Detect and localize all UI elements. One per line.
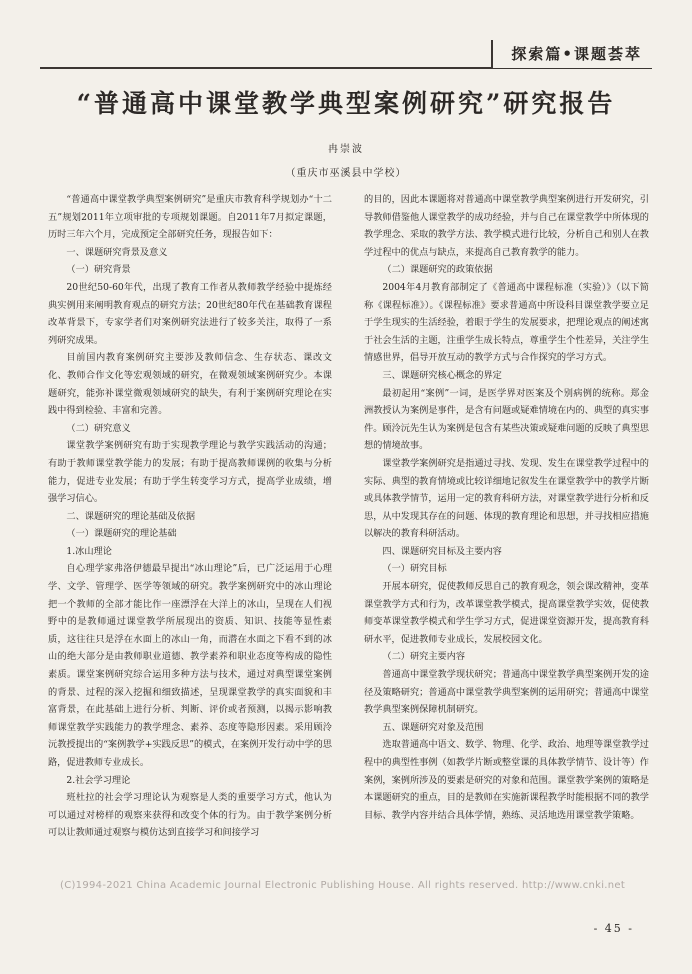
- body-paragraph: 20世纪50-60年代，出现了教育工作者从教师教学经验中提炼经典实例用来阐明教育观点的研究方法；20世纪80年代在基础教育课程改革背景下，专家学者们对案例研究法进行了较多关注，取得了一系列研究成果。: [48, 281, 332, 346]
- article-title: “普通高中课堂教学典型案例研究”研究报告: [76, 89, 616, 118]
- body-paragraph: 课堂教学案例研究有助于实现教学理论与教学实践活动的沟通；有助于教师课堂教学能力的发展；有助于提高教师课例的收集与分析能力，促进专业发展；有助于学生转变学习方式，提高学业成绩，增强学习信心。: [48, 440, 332, 505]
- body-paragraph: 自心理学家弗洛伊德最早提出“冰山理论”后，已广泛运用于心理学、文学、管理学、医学等领域的研究。教学案例研究中的冰山理论把一个教师的全部才能比作一座漂浮在大洋上的冰山，呈现在人们视野中的是教师通过课堂教学所展现出的资质、知识、技能等显性素质，这往往只是浮在水面上的冰山一角，而潜在水面之下看不到的冰山的绝大部分是由教师职业道德、教学素养和职业态度等构成的隐性素质。课堂案例研究综合运用多种方法与技术，通过对典型课堂案例的背景、过程的深入挖掘和细致描述，呈现课堂教学的真实面貌和丰富背景，在此基础上进行分析、判断、评价或者预测，以揭示影响教师课堂教学实践能力的教学理念、素养、态度等隐形因素。采用顾泠沅教授提出的“案例教学+实践反思”的模式，在案例开发行动中学的思路，促进教师专业成长。: [48, 563, 332, 768]
- section-heading: 四、课题研究目标及主要内容: [382, 545, 502, 557]
- section-heading: 三、课题研究核心概念的界定: [382, 369, 502, 381]
- section-heading: （二）研究主要内容: [382, 651, 466, 663]
- section-heading: （二）课题研究的政策依据: [382, 264, 493, 276]
- section-heading: 1.冰山理论: [66, 545, 112, 557]
- body-paragraph: 开展本研究，促使教师反思自己的教育观念，领会课改精神，变革课堂教学方式和行为，改革课堂教学模式，提高课堂教学实效，促使教师变革课堂教学模式和学生学习方式，促进课堂资源开发，提高教育科研水平，促进教师专业成长，发展校园文化。: [364, 581, 649, 645]
- section-label: 探索篇•课题荟萃: [491, 40, 654, 68]
- body-paragraph: 最初起用“案例”一词，是医学界对医案及个别病例的统称。郑金洲教授认为案例是事件，是含有问题或疑难情境在内的、典型的真实事件。顾泠沅先生认为案例是包含有某些决策或疑难问题的反映了典型思想的情境故事。: [364, 387, 649, 452]
- section-heading: （二）研究意义: [66, 422, 131, 434]
- page-header: [0, 0, 692, 80]
- section-heading: （一）课题研究的理论基础: [66, 528, 177, 540]
- body-paragraph: 目前国内教育案例研究主要涉及教师信念、生存状态、课改文化、教师合作文化等宏观领域的研究，在微观领域案例研究少。本课题研究，能弥补课堂微观领域研究的缺失，有利于案例研究理论在实践中得到检验、丰富和完善。: [48, 352, 332, 417]
- body-paragraph: 选取普通高中语文、数学、物理、化学、政治、地理等课堂教学过程中的典型性事例（如教学片断或整堂课的具体教学情节、设计等）作案例，案例所涉及的要素是研究的对象和范围。课堂教学案例的策略是本课题研究的重点，目的是教师在实施新课程教学时能根据不同的教学目标、教学内容并结合具体学情，熟练、灵活地选用课堂教学策略。: [364, 739, 649, 821]
- body-paragraph: 2004年4月教育部制定了《普通高中课程标准（实验）》（以下简称《课程标准》）。《课程标准》要求普通高中所设科目课堂教学要立足于学生现实的生活经验，着眼于学生的发展要求，把理论观点的阐述寓于社会生活的主题，注重学生成长特点，尊重学生个性差异，关注学生情感世界，倡导开放互动的教学方式与合作探究的学习方式。: [364, 281, 649, 364]
- section-heading: 二、课题研究的理论基础及依据: [66, 510, 196, 522]
- body-paragraph: 的目的，因此本课题将对普通高中课堂教学典型案例进行开发研究，引导教师借鉴他人课堂教学的成功经验，并与自己在课堂教学中所体现的教学理念、采取的教学方法、教学模式进行比较，分析自己和别人在教学过程中的优点与缺点，来提高自己教育教学的能力。: [364, 194, 649, 258]
- body-paragraph: 班杜拉的社会学习理论认为观察是人类的重要学习方式，他认为可以通过对榜样的观察来获得和改变个体的行为。由于教学案例分析可以让教师通过观察与模仿达到直接学习和间接学习: [48, 792, 332, 839]
- section-heading: 2.社会学习理论: [66, 774, 131, 786]
- author-affiliation: （重庆市巫溪县中学校）: [285, 168, 407, 179]
- body-paragraph: “普通高中课堂教学典型案例研究”是重庆市教育科学规划办“十二五”规划2011年立项审批的专项规划课题。自2011年7月拟定课题，历时三年六个月，完成预定全部研究任务，现报告如下：: [48, 194, 332, 241]
- page-number: - 45 -: [593, 922, 634, 935]
- article-author: 冉崇波: [328, 144, 364, 155]
- copyright-watermark: (C)1994-2021 China Academic Journal Electronic Publishing House. All rights reserved. http://www.cnki.net: [60, 880, 626, 891]
- body-paragraph: 课堂教学案例研究是指通过寻找、发现、发生在课堂教学过程中的实际、典型的教育情境或比较详细地记叙发生在课堂教学中的教学片断或具体教学情节，运用一定的教育科研方法，对课堂教学进行分析和反思，从中发现其存在的问题、体现的教育理论和思想，并寻找相应措施以解决的教育科研活动。: [364, 457, 649, 540]
- section-heading: （一）研究背景: [66, 264, 131, 276]
- body-paragraph: 普通高中课堂教学现状研究；普通高中课堂教学典型案例开发的途径及策略研究；普通高中课堂教学典型案例的运用研究；普通高中课堂教学典型案例保障机制研究。: [364, 669, 649, 716]
- section-heading: 五、课题研究对象及范围: [382, 721, 484, 733]
- section-heading: （一）研究目标: [382, 563, 447, 575]
- right-column: [364, 191, 649, 824]
- section-heading: 一、课题研究背景及意义: [66, 246, 168, 258]
- left-column: [48, 191, 332, 842]
